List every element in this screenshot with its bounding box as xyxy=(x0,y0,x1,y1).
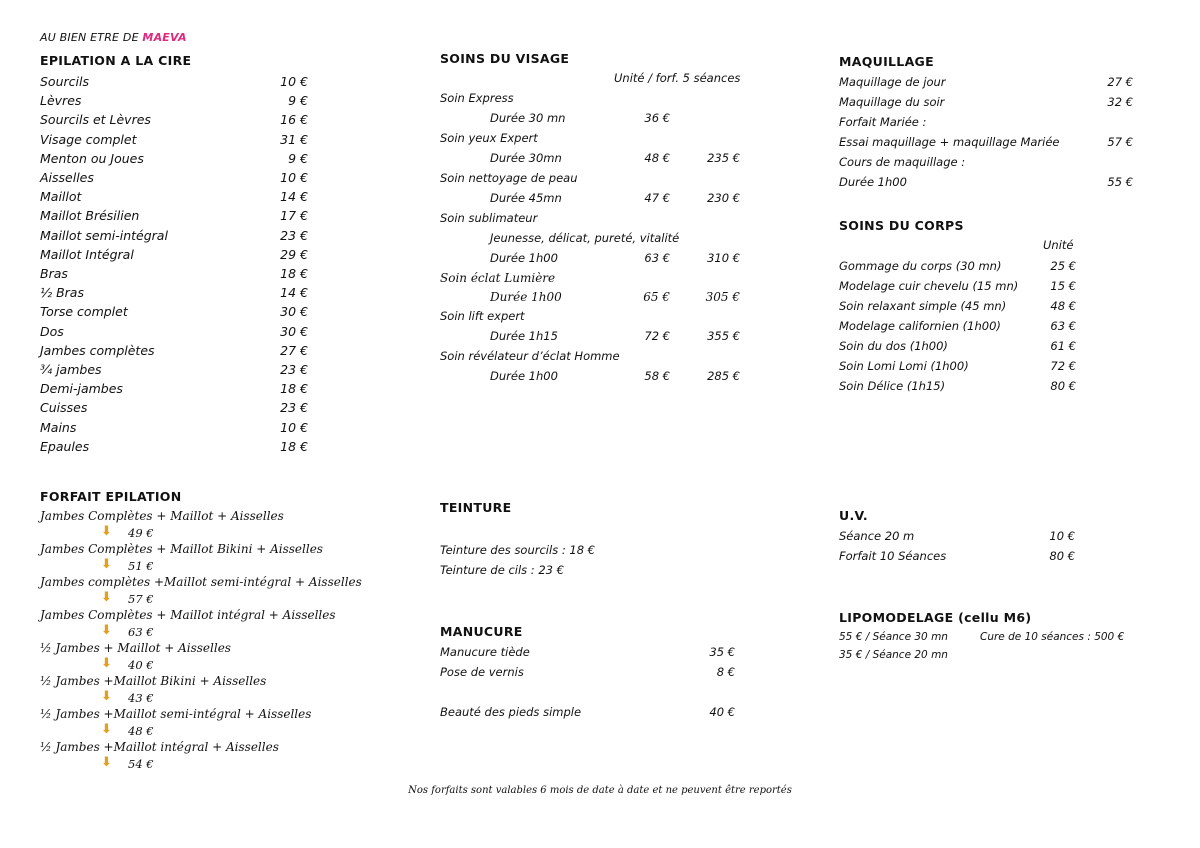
forfait-item-price: 57 € xyxy=(128,592,154,606)
teinture-sourcils: Teinture des sourcils : 18 € xyxy=(440,543,595,557)
visage-row-unit: 36 € xyxy=(644,111,670,125)
maquillage-item-name: Forfait Mariée : xyxy=(839,115,927,129)
epilation-item-price: 10 € xyxy=(280,170,308,185)
maquillage-item-price: 55 € xyxy=(1107,175,1133,189)
epilation-item-name: Sourcils xyxy=(40,74,89,89)
forfait-item-name: ½ Jambes +Maillot Bikini + Aisselles xyxy=(40,674,267,688)
visage-row-forfait: 355 € xyxy=(707,329,740,343)
lipo-line2: 35 € / Séance 20 mn xyxy=(839,649,948,661)
visage-row-label: Durée 45mn xyxy=(490,191,562,205)
corps-item-price: 15 € xyxy=(1050,279,1076,293)
epilation-item-name: Bras xyxy=(40,266,68,281)
corps-item-name: Soin Lomi Lomi (1h00) xyxy=(839,359,969,373)
visage-row-unit: 47 € xyxy=(644,191,670,205)
visage-row-label: Soin sublimateur xyxy=(440,211,538,225)
uv-item-price: 10 € xyxy=(1049,529,1075,543)
visage-row-forfait: 230 € xyxy=(707,191,740,205)
visage-row-forfait: 285 € xyxy=(707,369,740,383)
lipo-title: LIPOMODELAGE (cellu M6) xyxy=(839,610,1032,625)
arrow-icon: ⬇ xyxy=(101,689,112,704)
uv-item-name: Forfait 10 Séances xyxy=(839,549,947,563)
visage-subheader: Unité / forf. 5 séances xyxy=(614,71,741,85)
visage-row-forfait: 235 € xyxy=(707,151,740,165)
forfait-item-price: 51 € xyxy=(128,559,154,573)
epilation-item-price: 14 € xyxy=(280,189,308,205)
forfait-item-price: 40 € xyxy=(128,658,154,672)
forfait-item-name: Jambes Complètes + Maillot + Aisselles xyxy=(40,509,284,523)
arrow-icon: ⬇ xyxy=(101,590,112,605)
corps-item-price: 63 € xyxy=(1050,319,1076,333)
epilation-item-price: 16 € xyxy=(280,112,308,128)
epilation-item-name: Demi-jambes xyxy=(40,381,123,397)
visage-row-label: Soin éclat Lumière xyxy=(440,271,556,285)
visage-row-forfait: 310 € xyxy=(707,251,740,265)
visage-row-label: Durée 1h00 xyxy=(490,251,558,265)
forfait-item-name: Jambes Complètes + Maillot intégral + Aisselles xyxy=(40,608,336,622)
maquillage-item-price: 32 € xyxy=(1107,95,1133,109)
visage-row-label: Durée 1h15 xyxy=(490,329,558,343)
corps-item-price: 61 € xyxy=(1050,339,1076,353)
arrow-icon: ⬇ xyxy=(101,656,112,671)
epilation-item-price: 9 € xyxy=(288,93,308,109)
epilation-item-price: 23 € xyxy=(280,362,308,377)
manucure-title: MANUCURE xyxy=(440,624,523,639)
forfait-item-price: 54 € xyxy=(128,757,154,771)
maquillage-item-name: Essai maquillage + maquillage Mariée xyxy=(839,135,1060,149)
manucure-item-name: Beauté des pieds simple xyxy=(440,705,582,719)
corps-item-name: Soin du dos (1h00) xyxy=(839,339,948,353)
manucure-item-name: Pose de vernis xyxy=(440,665,524,679)
visage-row-forfait: 305 € xyxy=(705,290,740,304)
lipo-cure: Cure de 10 séances : 500 € xyxy=(980,631,1125,643)
visage-row-label: Durée 30 mn xyxy=(490,111,566,125)
arrow-icon: ⬇ xyxy=(101,755,112,770)
visage-row-unit: 72 € xyxy=(644,329,670,343)
epilation-item-name: ½ Bras xyxy=(40,285,84,301)
visage-row-unit: 65 € xyxy=(643,290,670,304)
epilation-item-name: ¾ jambes xyxy=(40,362,102,377)
forfait-title: FORFAIT EPILATION xyxy=(40,489,182,504)
manucure-item-price: 40 € xyxy=(709,705,735,719)
forfait-item-price: 48 € xyxy=(128,724,154,738)
manucure-item-price: 8 € xyxy=(716,665,735,679)
visage-row-label: Soin lift expert xyxy=(440,309,525,323)
arrow-icon: ⬇ xyxy=(101,722,112,737)
corps-title: SOINS DU CORPS xyxy=(839,218,964,233)
corps-item-name: Gommage du corps (30 mn) xyxy=(839,259,1002,273)
forfait-item-name: ½ Jambes + Maillot + Aisselles xyxy=(40,641,231,655)
epilation-item-price: 18 € xyxy=(280,266,308,281)
forfait-item-name: Jambes Complètes + Maillot Bikini + Aisselles xyxy=(40,542,323,556)
epilation-item-name: Aisselles xyxy=(40,170,94,185)
brand-prefix: AU BIEN ETRE DE xyxy=(40,31,139,44)
manucure-item-price: 35 € xyxy=(709,645,735,659)
visage-row-unit: 48 € xyxy=(644,151,670,165)
corps-item-price: 80 € xyxy=(1050,379,1076,393)
corps-item-price: 48 € xyxy=(1050,299,1076,313)
maquillage-item-name: Maquillage du soir xyxy=(839,95,945,109)
epilation-item-price: 23 € xyxy=(280,400,308,416)
epilation-item-name: Maillot Intégral xyxy=(40,246,134,262)
corps-subheader: Unité xyxy=(1043,238,1074,252)
epilation-item-name: Cuisses xyxy=(40,400,88,416)
epilation-item-name: Epaules xyxy=(40,438,90,454)
epilation-item-name: Maillot Brésilien xyxy=(40,208,140,224)
forfait-item-name: ½ Jambes +Maillot semi-intégral + Aisselles xyxy=(40,707,312,721)
epilation-item-price: 23 € xyxy=(280,227,308,243)
epilation-item-price: 18 € xyxy=(280,438,308,454)
arrow-icon: ⬇ xyxy=(101,557,112,572)
visage-row-label: Soin yeux Expert xyxy=(440,131,538,145)
epilation-item-name: Maillot semi-intégral xyxy=(40,227,168,243)
arrow-icon: ⬇ xyxy=(101,524,112,539)
epilation-item-price: 10 € xyxy=(280,419,308,435)
uv-item-name: Séance 20 m xyxy=(839,529,915,543)
corps-item-name: Soin relaxant simple (45 mn) xyxy=(839,299,1007,313)
epilation-item-price: 31 € xyxy=(280,131,308,147)
maquillage-item-price: 27 € xyxy=(1107,75,1133,89)
epilation-title: EPILATION A LA CIRE xyxy=(40,53,192,68)
forfait-item-price: 63 € xyxy=(128,625,154,639)
forfait-item-price: 49 € xyxy=(128,526,154,540)
forfait-item-name: ½ Jambes +Maillot intégral + Aisselles xyxy=(40,740,279,754)
corps-item-name: Modelage cuir chevelu (15 mn) xyxy=(839,279,1019,293)
epilation-item-price: 30 € xyxy=(280,323,308,339)
maquillage-item-name: Maquillage de jour xyxy=(839,75,946,89)
epilation-item-price: 10 € xyxy=(280,74,308,89)
epilation-item-price: 27 € xyxy=(280,342,308,358)
maquillage-item-name: Cours de maquillage : xyxy=(839,155,966,169)
corps-item-name: Soin Délice (1h15) xyxy=(839,379,946,393)
arrow-icon: ⬇ xyxy=(101,623,112,638)
teinture-title: TEINTURE xyxy=(440,500,512,515)
lipo-line1: 55 € / Séance 30 mn xyxy=(839,631,948,643)
visage-title: SOINS DU VISAGE xyxy=(440,51,570,66)
corps-item-price: 25 € xyxy=(1050,259,1076,273)
visage-row-label: Durée 1h00 xyxy=(490,369,558,383)
maquillage-item-name: Durée 1h00 xyxy=(839,175,907,189)
epilation-item-price: 9 € xyxy=(288,150,308,166)
epilation-item-name: Dos xyxy=(40,323,64,339)
manucure-item-name: Manucure tiède xyxy=(440,645,530,659)
maquillage-title: MAQUILLAGE xyxy=(839,54,934,69)
visage-row-label: Soin nettoyage de peau xyxy=(440,171,578,185)
corps-item-price: 72 € xyxy=(1050,359,1076,373)
brand-name: MAEVA xyxy=(142,31,187,44)
visage-row-unit: 58 € xyxy=(644,369,670,383)
epilation-item-name: Visage complet xyxy=(40,131,137,147)
epilation-item-price: 29 € xyxy=(280,246,308,262)
epilation-item-name: Mains xyxy=(40,419,77,435)
epilation-item-name: Menton ou Joues xyxy=(40,150,144,166)
visage-row-label: Jeunesse, délicat, pureté, vitalité xyxy=(490,231,680,245)
epilation-item-name: Maillot xyxy=(40,189,82,205)
visage-row-label: Durée 1h00 xyxy=(490,290,562,304)
uv-title: U.V. xyxy=(839,508,868,523)
forfait-item-name: Jambes complètes +Maillot semi-intégral + Aisselles xyxy=(40,575,362,589)
epilation-item-name: Sourcils et Lèvres xyxy=(40,112,151,128)
epilation-item-price: 30 € xyxy=(280,304,308,320)
visage-row-unit: 63 € xyxy=(644,251,670,265)
forfait-item-price: 43 € xyxy=(128,691,154,705)
epilation-item-name: Torse complet xyxy=(40,304,128,320)
maquillage-item-price: 57 € xyxy=(1107,135,1133,149)
teinture-cils: Teinture de cils : 23 € xyxy=(440,563,564,577)
uv-item-price: 80 € xyxy=(1049,549,1075,563)
corps-item-name: Modelage californien (1h00) xyxy=(839,319,1001,333)
footer-note: Nos forfaits sont valables 6 mois de date à date et ne peuvent être reportés xyxy=(408,785,792,796)
visage-row-label: Soin Express xyxy=(440,91,514,105)
visage-row-label: Soin révélateur d’éclat Homme xyxy=(440,349,620,363)
epilation-item-name: Jambes complètes xyxy=(40,342,155,358)
brand-title xyxy=(40,31,187,44)
visage-row-label: Durée 30mn xyxy=(490,151,562,165)
epilation-item-price: 17 € xyxy=(280,208,308,224)
epilation-item-price: 14 € xyxy=(280,285,308,301)
epilation-item-name: Lèvres xyxy=(40,93,82,109)
epilation-item-price: 18 € xyxy=(280,381,308,397)
